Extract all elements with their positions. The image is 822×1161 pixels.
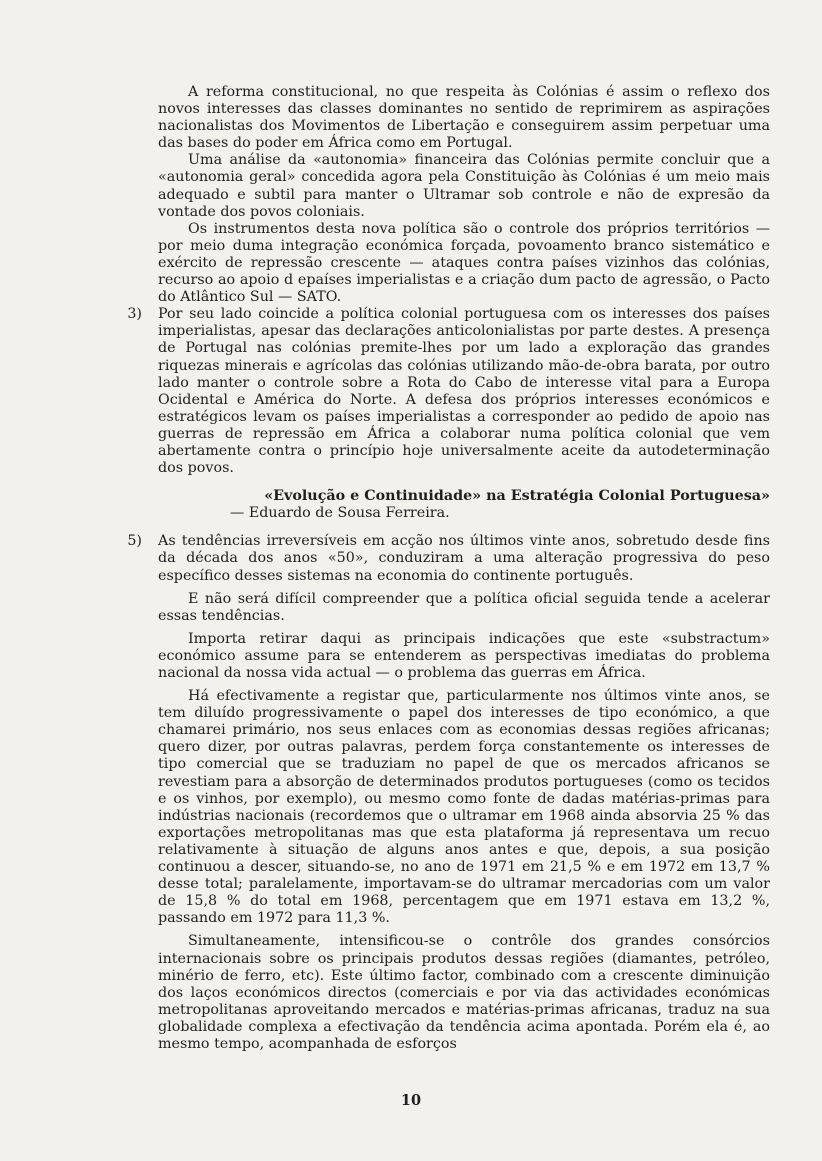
body-text (127, 84, 770, 1053)
item-number-5: 5) (127, 533, 142, 550)
citation-author: — Eduardo de Sousa Ferreira. (230, 505, 450, 522)
paragraph-ha-efectivamente: Há efectivamente a registar que, particularmente nos últimos vinte anos, se tem diluído progressivamente o papel dos interesses de tipo económico, a que chamarei primário, nos seus enlaces com as economias dessas regiões africanas; quero dizer, por outras palavras, perdem força constantemente os interesses de tipo comercial que se traduziam no papel de que os mercados africanos se revestiam para a absorção de determinados produtos portugueses (como os tecidos e os vinhos, por exemplo), ou mesmo como fonte de dadas matérias-primas para indústrias nacionais (recordemos que o ultramar em 1968 ainda absorvia 25 % das exportações metropolitanas mas que esta plataforma já representava um recuo relativamente à situação de alguns anos antes e que, depois, a sua posição continuou a descer, situando-se, no ano de 1971 em 21,5 % e em 1972 em 13,7 % desse total; paralelamente, importavam-se do ultramar mercadorias com um valor de 15,8 % do total em 1968, percentagem que em 1971 estava em 13,2 %, passando em 1972 para 11,3 %. (158, 688, 770, 927)
paragraph-reforma: A reforma constitucional, no que respeita às Colónias é assim o reflexo dos novos interesses das classes dominantes no sentido de reprimirem as aspirações nacionalistas dos Movimentos de Libertação e conseguirem assim perpetuar uma das bases do poder em África como em Portugal. (158, 84, 770, 152)
numbered-item-5 (127, 533, 770, 584)
item-text-3: Por seu lado coincide a política colonial portuguesa com os interesses dos países imperialistas, apesar das declarações anticolonialistas por parte destes. A presença de Portugal nas colónias premite-lhes por um lado a exploração das grandes riquezas minerais e agrícolas das colónias utilizando mão-de-obra barata, por outro lado manter o controle sobre a Rota do Cabo de interesse vital para a Europa Ocidental e América do Norte. A defesa dos próprios interesses económicos e estratégicos levam os países imperialistas a corresponder ao pedido de apoio nas guerras de repressão em África a colaborar numa política colonial que vem abertamente contra o princípio hoje universalmente aceite da autodeterminação dos povos. (158, 306, 770, 477)
numbered-item-3 (127, 306, 770, 477)
paragraph-autonomia: Uma análise da «autonomia» financeira das Colónias permite concluir que a «autonomia geral» concedida agora pela Constituição às Colónias é um meio mais adequado e subtil para manter o Ultramar sob controle e não de expresão da vontade dos povos coloniais. (158, 152, 770, 220)
page-number: 10 (400, 1092, 422, 1109)
paragraph-simultaneamente: Simultaneamente, intensificou-se o contrôle dos grandes consórcios internacionais sobre os principais produtos dessas regiões (diamantes, petróleo, minério de ferro, etc). Este último factor, combinado com a crescente diminuição dos laços económicos directos (comerciais e por via das actividades económicas metropolitanas aproveitando mercados e matérias-primas africanas, traduz na sua globalidade complexa a efectivação da tendência acima apontada. Porém ela é, ao mesmo tempo, acompanhada de esforços (158, 933, 770, 1052)
item-number-3: 3) (127, 306, 142, 323)
paragraph-instrumentos: Os instrumentos desta nova política são o controle dos próprios territórios — por meio duma integração económica forçada, povoamento branco sistemático e exército de repressão crescente — ataques contra países vizinhos das colónias, recurso ao apoio d epaíses imperialistas e a criação dum pacto de agressão, o Pacto do Atlântico Sul — SATO. (158, 220, 770, 306)
citation-title: «Evolução e Continuidade» na Estratégia Colonial Portuguesa» (264, 488, 770, 505)
item-text-5: As tendências irreversíveis em acção nos últimos vinte anos, sobretudo desde fins da década dos anos «50», conduziram a uma alteração progressiva do peso específico desses sistemas na economia do continente português. (158, 533, 770, 584)
paragraph-importa: Importa retirar daqui as principais indicações que este «substractum» económico assume para se entenderem as perspectivas imediatas do problema nacional da nossa vida actual — o problema das guerras em África. (158, 630, 770, 681)
paragraph-nao-sera: E não será difícil compreender que a política oficial seguida tende a acelerar essas tendências. (158, 590, 770, 624)
